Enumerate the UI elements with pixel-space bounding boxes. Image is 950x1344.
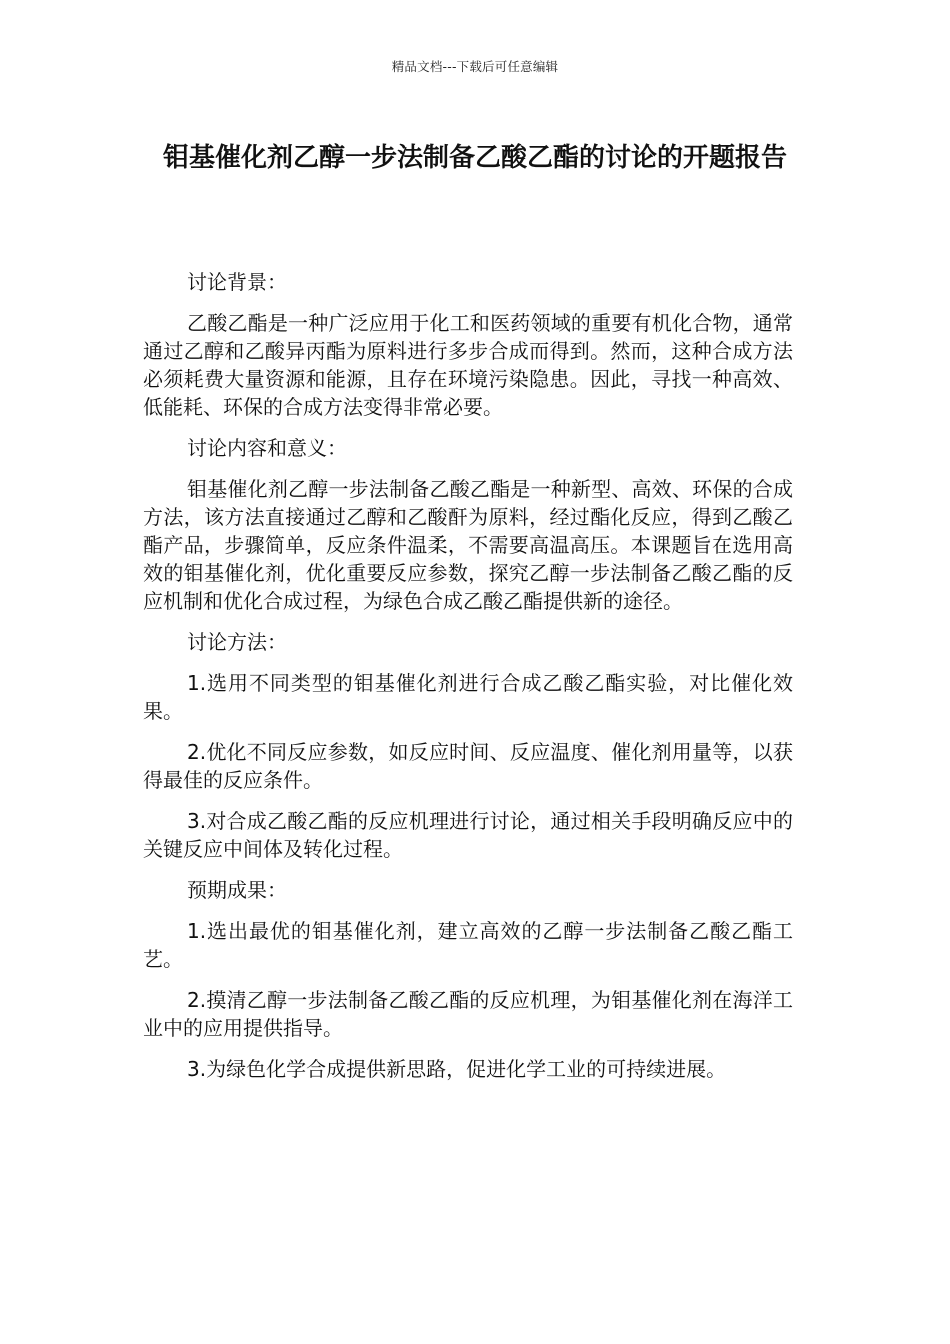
method-item: 1.选用不同类型的钼基催化剂进行合成乙酸乙酯实验，对比催化效果。: [143, 671, 793, 723]
method-item: 2.优化不同反应参数，如反应时间、反应温度、催化剂用量等，以获得最佳的反应条件。: [143, 740, 793, 792]
method-heading: 讨论方法：: [187, 630, 287, 654]
results-heading: 预期成果：: [187, 878, 287, 902]
background-paragraph: 乙酸乙酯是一种广泛应用于化工和医药领域的重要有机化合物，通常通过乙醇和乙酸异丙酯为原料进行多步合成而得到。然而，这种合成方法必须耗费大量资源和能源，且存在环境污染隐患。因此，寻找一种高效、低能耗、环保的合成方法变得非常必要。: [143, 311, 793, 419]
method-item: 3.对合成乙酸乙酯的反应机理进行讨论，通过相关手段明确反应中的关键反应中间体及转化过程。: [143, 809, 793, 861]
content-heading: 讨论内容和意义：: [187, 436, 347, 460]
background-heading: 讨论背景：: [187, 270, 287, 294]
document-body: [143, 268, 793, 1096]
content-paragraph: 钼基催化剂乙醇一步法制备乙酸乙酯是一种新型、高效、环保的合成方法，该方法直接通过乙醇和乙酸酐为原料，经过酯化反应，得到乙酸乙酯产品，步骤简单，反应条件温柔，不需要高温高压。本课题旨在选用高效的钼基催化剂，优化重要反应参数，探究乙醇一步法制备乙酸乙酯的反应机制和优化合成过程，为绿色合成乙酸乙酯提供新的途径。: [143, 477, 793, 613]
page-header-note: 精品文档---下载后可任意编辑: [391, 59, 559, 74]
document-title: 钼基催化剂乙醇一步法制备乙酸乙酯的讨论的开题报告: [162, 143, 787, 173]
results-item: 1.选出最优的钼基催化剂，建立高效的乙醇一步法制备乙酸乙酯工艺。: [143, 919, 793, 971]
results-item: 2.摸清乙醇一步法制备乙酸乙酯的反应机理，为钼基催化剂在海洋工业中的应用提供指导。: [143, 988, 793, 1040]
results-item: 3.为绿色化学合成提供新思路，促进化学工业的可持续进展。: [187, 1057, 727, 1081]
